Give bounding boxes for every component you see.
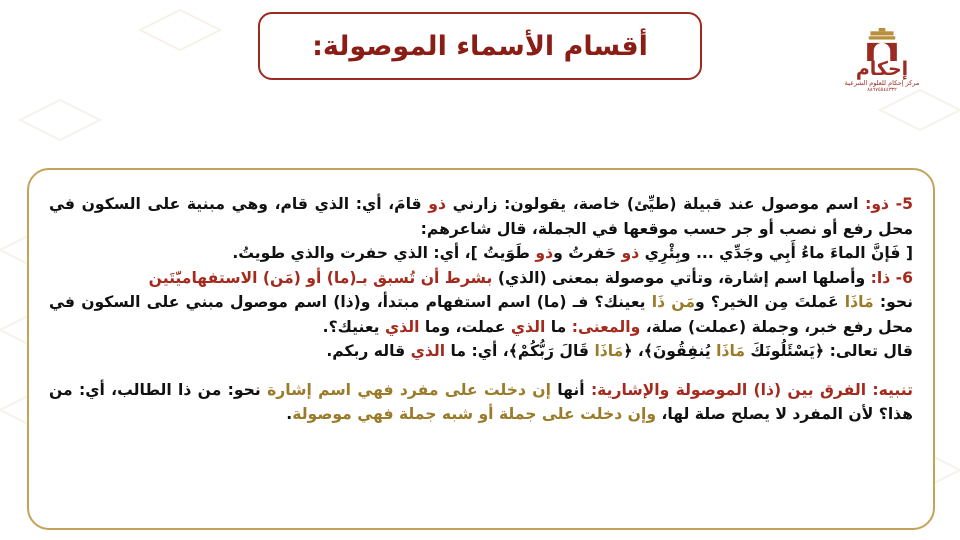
logo-subtitle: مركز إحكام للعلوم الشرعية: [844, 79, 920, 87]
meaning-label: والمعنى:: [571, 317, 641, 336]
poetry-verse: [49, 241, 913, 266]
logo: [844, 28, 920, 94]
text: قامَ، أي: الذي قام، وهي مبنية على السكون في محل رفع أو نصب أو جر حسب موقعها في الجملة، قال شاعرهم:: [49, 195, 913, 238]
note-rule-2: وإن دخلت على جملة أو شبه جملة فهي موصولة: [292, 405, 657, 423]
text: ما: [545, 317, 572, 336]
text: اسم موصول عند قبيلة (طيِّئ) خاصة، يقولون: زارني: [445, 195, 866, 213]
section-dha-heading: 6- ذا:: [870, 268, 913, 287]
note-paragraph: [49, 378, 913, 427]
text: يعنيك؟.: [322, 317, 385, 336]
highlight-madha: مَاذَا: [844, 293, 874, 311]
highlight-dhu: ذو: [621, 244, 640, 262]
text: نحو: من ذا الطالب، أي: من هذا؟ لأن المفرد لا يصلح صلة لها،: [49, 380, 913, 423]
text: نحو:: [873, 293, 913, 311]
text: قاله ربكم.: [326, 342, 411, 360]
dome-arch-icon: [854, 28, 910, 61]
section-dha: [49, 266, 913, 291]
title-box: [258, 12, 702, 80]
logo-name: إحكام: [855, 58, 909, 80]
text: يعينك؟ فـ (ما) اسم استفهام مبتدأ، و(ذا) اسم موصول مبني على السكون في محل رفع خبر، وجملة (عملت) صلة،: [49, 293, 913, 336]
text: وأصلها اسم إشارة، وتأتي موصولة بمعنى (الذي): [492, 268, 871, 287]
highlight-dhu: ذو: [428, 195, 446, 213]
section-dhu: [49, 192, 913, 241]
text: حَفرتُ و: [553, 244, 622, 262]
text: يُنفِقُونَ﴾، ﴿: [623, 342, 717, 360]
note-label: تنبيه: الفرق بين (ذا) الموصولة والإشارية:: [590, 380, 913, 399]
highlight-madha: مَاذَا: [716, 342, 745, 360]
content-box: [27, 168, 935, 530]
text: عملت، وما: [419, 317, 511, 336]
slide-title: أقسام الأسماء الموصولة:: [312, 30, 648, 62]
highlight-dhu: ذو: [535, 244, 554, 262]
quran-example: [49, 339, 913, 364]
section-dha-example: [49, 290, 913, 339]
text: .: [286, 405, 293, 423]
highlight-alladhi: الذي: [410, 342, 446, 360]
text: أنها: [550, 380, 591, 399]
condition-text: بشرط أن تُسبق بـ(ما) أو (مَن) الاستفهاميّتَين: [148, 268, 493, 287]
text: [ فَإنَّ الماءَ ماءُ أَبِي وجَدِّي ... وبِئْرِي: [639, 244, 913, 262]
text: قال تعالى: ﴿يَسْئَلُونَكَ: [744, 342, 913, 360]
section-dhu-heading: 5- ذو:: [865, 195, 913, 213]
text: طَوَيتُ ]، أي: الذي حفرت والذي طويتُ.: [232, 244, 536, 262]
note-rule-1: إن دخلت على مفرد فهي اسم إشارة: [267, 380, 551, 399]
text: عَملتَ مِن الخير؟ و: [695, 293, 845, 311]
highlight-alladhi: الذي: [510, 317, 546, 336]
highlight-madha: مَاذَا: [594, 342, 624, 360]
highlight-mandha: مَن ذَا: [651, 293, 695, 311]
highlight-alladhi: الذي: [384, 317, 420, 336]
text: قَالَ رَبُّكُمْ﴾، أي: ما: [445, 342, 595, 360]
logo-tagline: ٨٨٦٧٥٥٤٤٣٣٢: [867, 87, 897, 93]
